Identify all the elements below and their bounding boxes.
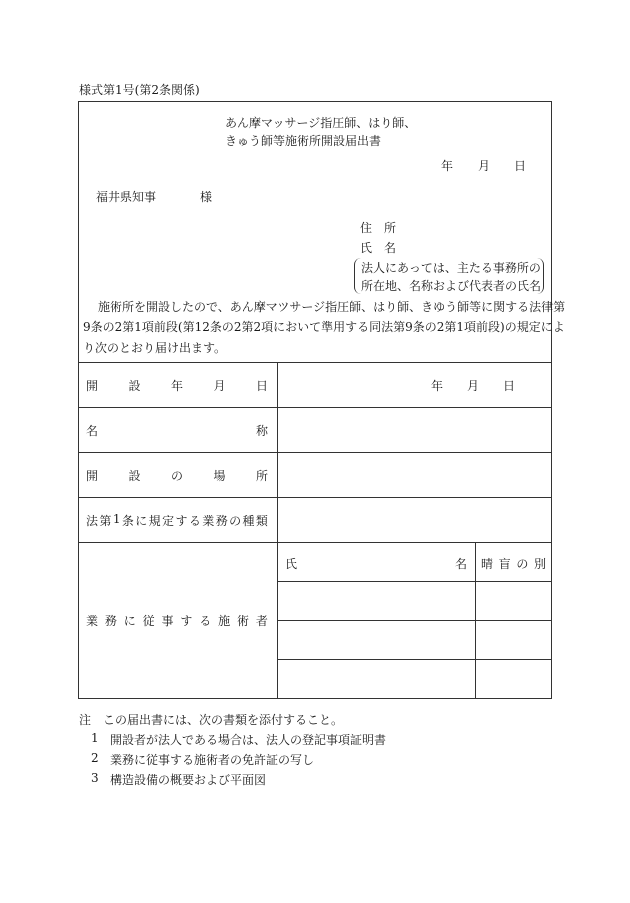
rule-row-3 [78,497,552,498]
submission-date-day: 日 [514,159,527,173]
addressee-name: 福井県知事 [96,190,157,204]
facility-name-label: 名 称 [86,424,268,438]
notes-heading: 注 [79,713,92,727]
corporate-note-line2: 所在地、名称および代表者の氏名 [361,279,542,293]
business-type-label: 法 第 1 条 に 規 定 す る 業 務 の 種 類 [86,512,268,528]
rule-table-top [78,362,552,363]
body-text-line2: 9条の2第1項前段(第12条の2第2項において準用する同法第9条の2第1項前段)の規定によ [83,320,565,334]
rule-row-1 [78,407,552,408]
rule-sight-column [475,542,476,698]
rule-practitioner-3 [277,659,552,660]
opening-date-year: 年 [431,379,444,393]
opening-date-day: 日 [503,379,516,393]
sight-status-header: 晴 盲 の 別 [481,557,546,571]
form-label: 様式第1号(第2条関係) [79,83,200,97]
body-text-line1: 施術所を開設したので、あん摩マツサージ指圧師、はり師、きゆう師等に関する法律第 [98,300,566,314]
rule-practitioner-1 [277,581,552,582]
practitioners-label: 業 務 に 従 事 す る 施 術 者 [86,614,268,628]
corporate-note-line1: 法人にあっては、主たる事務所の [361,261,541,275]
note-item-2: 業務に従事する施術者の免許証の写し [110,753,315,767]
note-item-1-number: 1 [91,731,99,745]
note-item-1: 開設者が法人である場合は、法人の登記事項証明書 [110,733,387,747]
rule-label-column [277,362,278,698]
practitioner-name-header: 氏 名 [285,557,467,571]
rule-practitioner-2 [277,620,552,621]
note-item-3: 構造設備の概要および平面図 [110,773,267,787]
addressee-honorific: 様 [200,190,213,204]
body-text-line3: り次のとおり届け出ます。 [83,341,227,355]
submission-date-year: 年 [441,159,454,173]
form-title-line2: きゅう師等施術所開設届出書 [225,134,382,148]
form-title-line1: あん摩マッサージ指圧師、はり師、 [225,116,417,130]
rule-row-4 [78,542,552,543]
opening-date-label: 開 設 年 月 日 [86,379,268,393]
rule-row-2 [78,452,552,453]
name-label: 氏 名 [360,241,396,255]
notes-intro: この届出書には、次の書類を添付すること。 [103,713,344,727]
facility-location-label: 開 設 の 場 所 [86,469,268,483]
address-label: 住 所 [360,221,396,235]
note-item-3-number: 3 [91,771,99,785]
opening-date-month: 月 [467,379,480,393]
submission-date-month: 月 [478,159,491,173]
note-item-2-number: 2 [91,751,99,765]
